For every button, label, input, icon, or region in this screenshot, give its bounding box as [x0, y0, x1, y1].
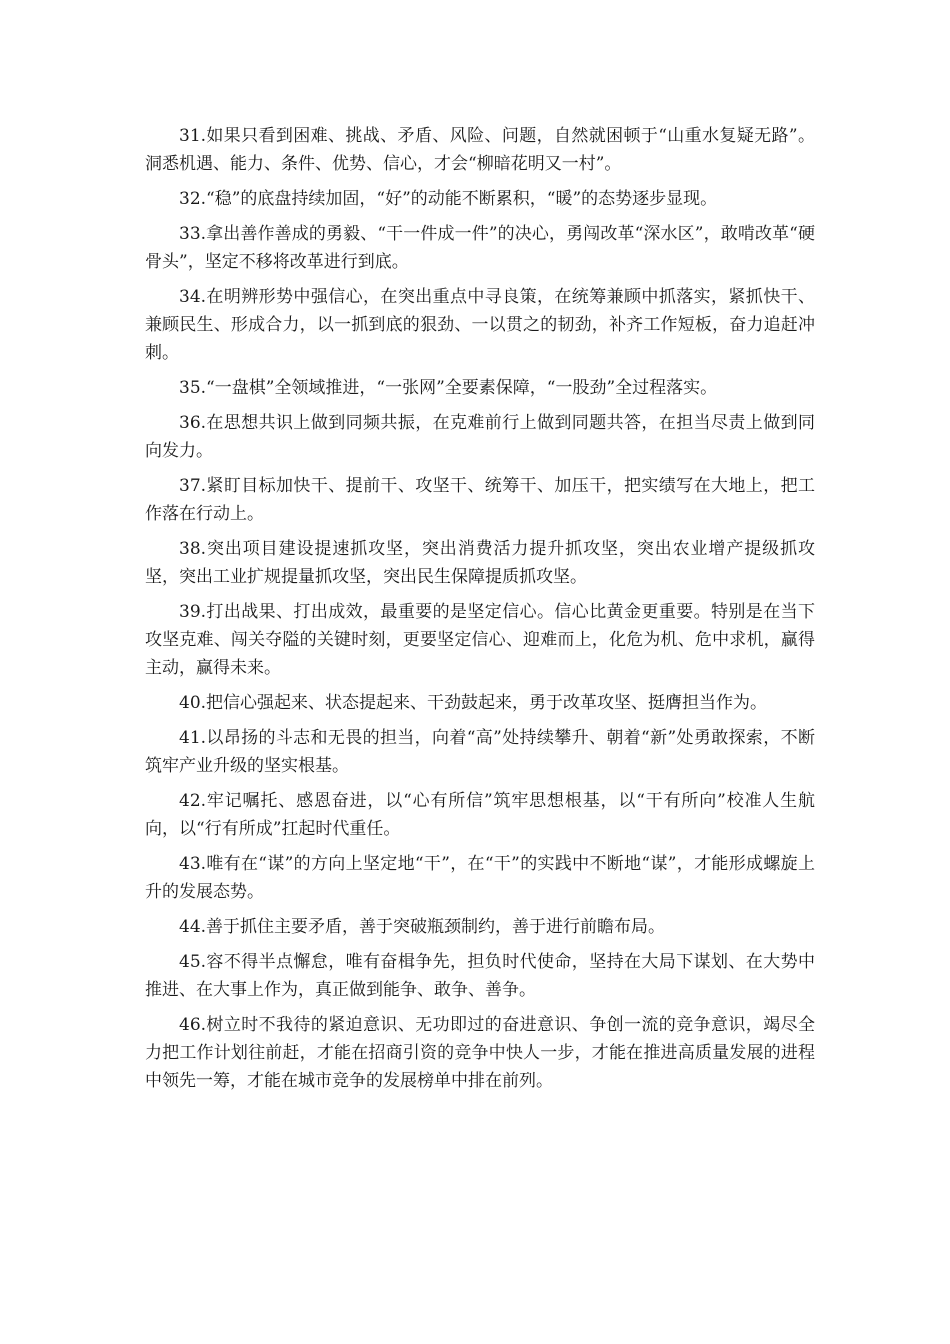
paragraph-37: 37.紧盯目标加快干、提前干、攻坚干、统筹干、加压干，把实绩写在大地上，把工作落在行动上。	[145, 476, 815, 524]
paragraph-39: 39.打出战果、打出成效，最重要的是坚定信心。信心比黄金更重要。特别是在当下攻坚克难、闯关夺隘的关键时刻，更要坚定信心、迎难而上，化危为机、危中求机，赢得主动，赢得未来。	[145, 602, 815, 678]
paragraph-33: 33.拿出善作善成的勇毅、“干一件成一件”的决心，勇闯改革“深水区”，敢啃改革“硬骨头”，坚定不移将改革进行到底。	[145, 224, 815, 272]
paragraph-31: 31.如果只看到困难、挑战、矛盾、风险、问题，自然就困顿于“山重水复疑无路”。洞悉机遇、能力、条件、优势、信心，才会“柳暗花明又一村”。	[145, 126, 815, 174]
paragraph-35: 35.“一盘棋”全领域推进，“一张网”全要素保障，“一股劲”全过程落实。	[179, 378, 718, 398]
paragraph-45: 45.容不得半点懈怠，唯有奋楫争先，担负时代使命，坚持在大局下谋划、在大势中推进、在大事上作为，真正做到能争、敢争、善争。	[145, 952, 815, 1000]
paragraph-43: 43.唯有在“谋”的方向上坚定地“干”，在“干”的实践中不断地“谋”，才能形成螺旋上升的发展态势。	[145, 854, 815, 902]
paragraph-34: 34.在明辨形势中强信心，在突出重点中寻良策，在统筹兼顾中抓落实，紧抓快干、兼顾民生、形成合力，以一抓到底的狠劲、一以贯之的韧劲，补齐工作短板，奋力追赶冲刺。	[145, 287, 815, 363]
paragraph-46: 46.树立时不我待的紧迫意识、无功即过的奋进意识、争创一流的竞争意识，竭尽全力把工作计划往前赶，才能在招商引资的竞争中快人一步，才能在推进高质量发展的进程中领先一筹，才能在城市竞争的发展榜单中排在前列。	[145, 1015, 815, 1091]
paragraph-42: 42.牢记嘱托、感恩奋进，以“心有所信”筑牢思想根基，以“干有所向”校准人生航向，以“行有所成”扛起时代重任。	[145, 791, 815, 839]
document-body	[145, 122, 815, 1102]
paragraph-40: 40.把信心强起来、状态提起来、干劲鼓起来，勇于改革攻坚、挺膺担当作为。	[179, 693, 768, 713]
paragraph-44: 44.善于抓住主要矛盾，善于突破瓶颈制约，善于进行前瞻布局。	[179, 917, 666, 937]
paragraph-41: 41.以昂扬的斗志和无畏的担当，向着“高”处持续攀升、朝着“新”处勇敢探索，不断筑牢产业升级的坚实根基。	[145, 728, 815, 776]
paragraph-36: 36.在思想共识上做到同频共振，在克难前行上做到同题共答，在担当尽责上做到同向发力。	[145, 413, 815, 461]
paragraph-38: 38.突出项目建设提速抓攻坚，突出消费活力提升抓攻坚，突出农业增产提级抓攻坚，突出工业扩规提量抓攻坚，突出民生保障提质抓攻坚。	[145, 539, 815, 587]
paragraph-32: 32.“稳”的底盘持续加固，“好”的动能不断累积，“暖”的态势逐步显现。	[179, 189, 718, 209]
